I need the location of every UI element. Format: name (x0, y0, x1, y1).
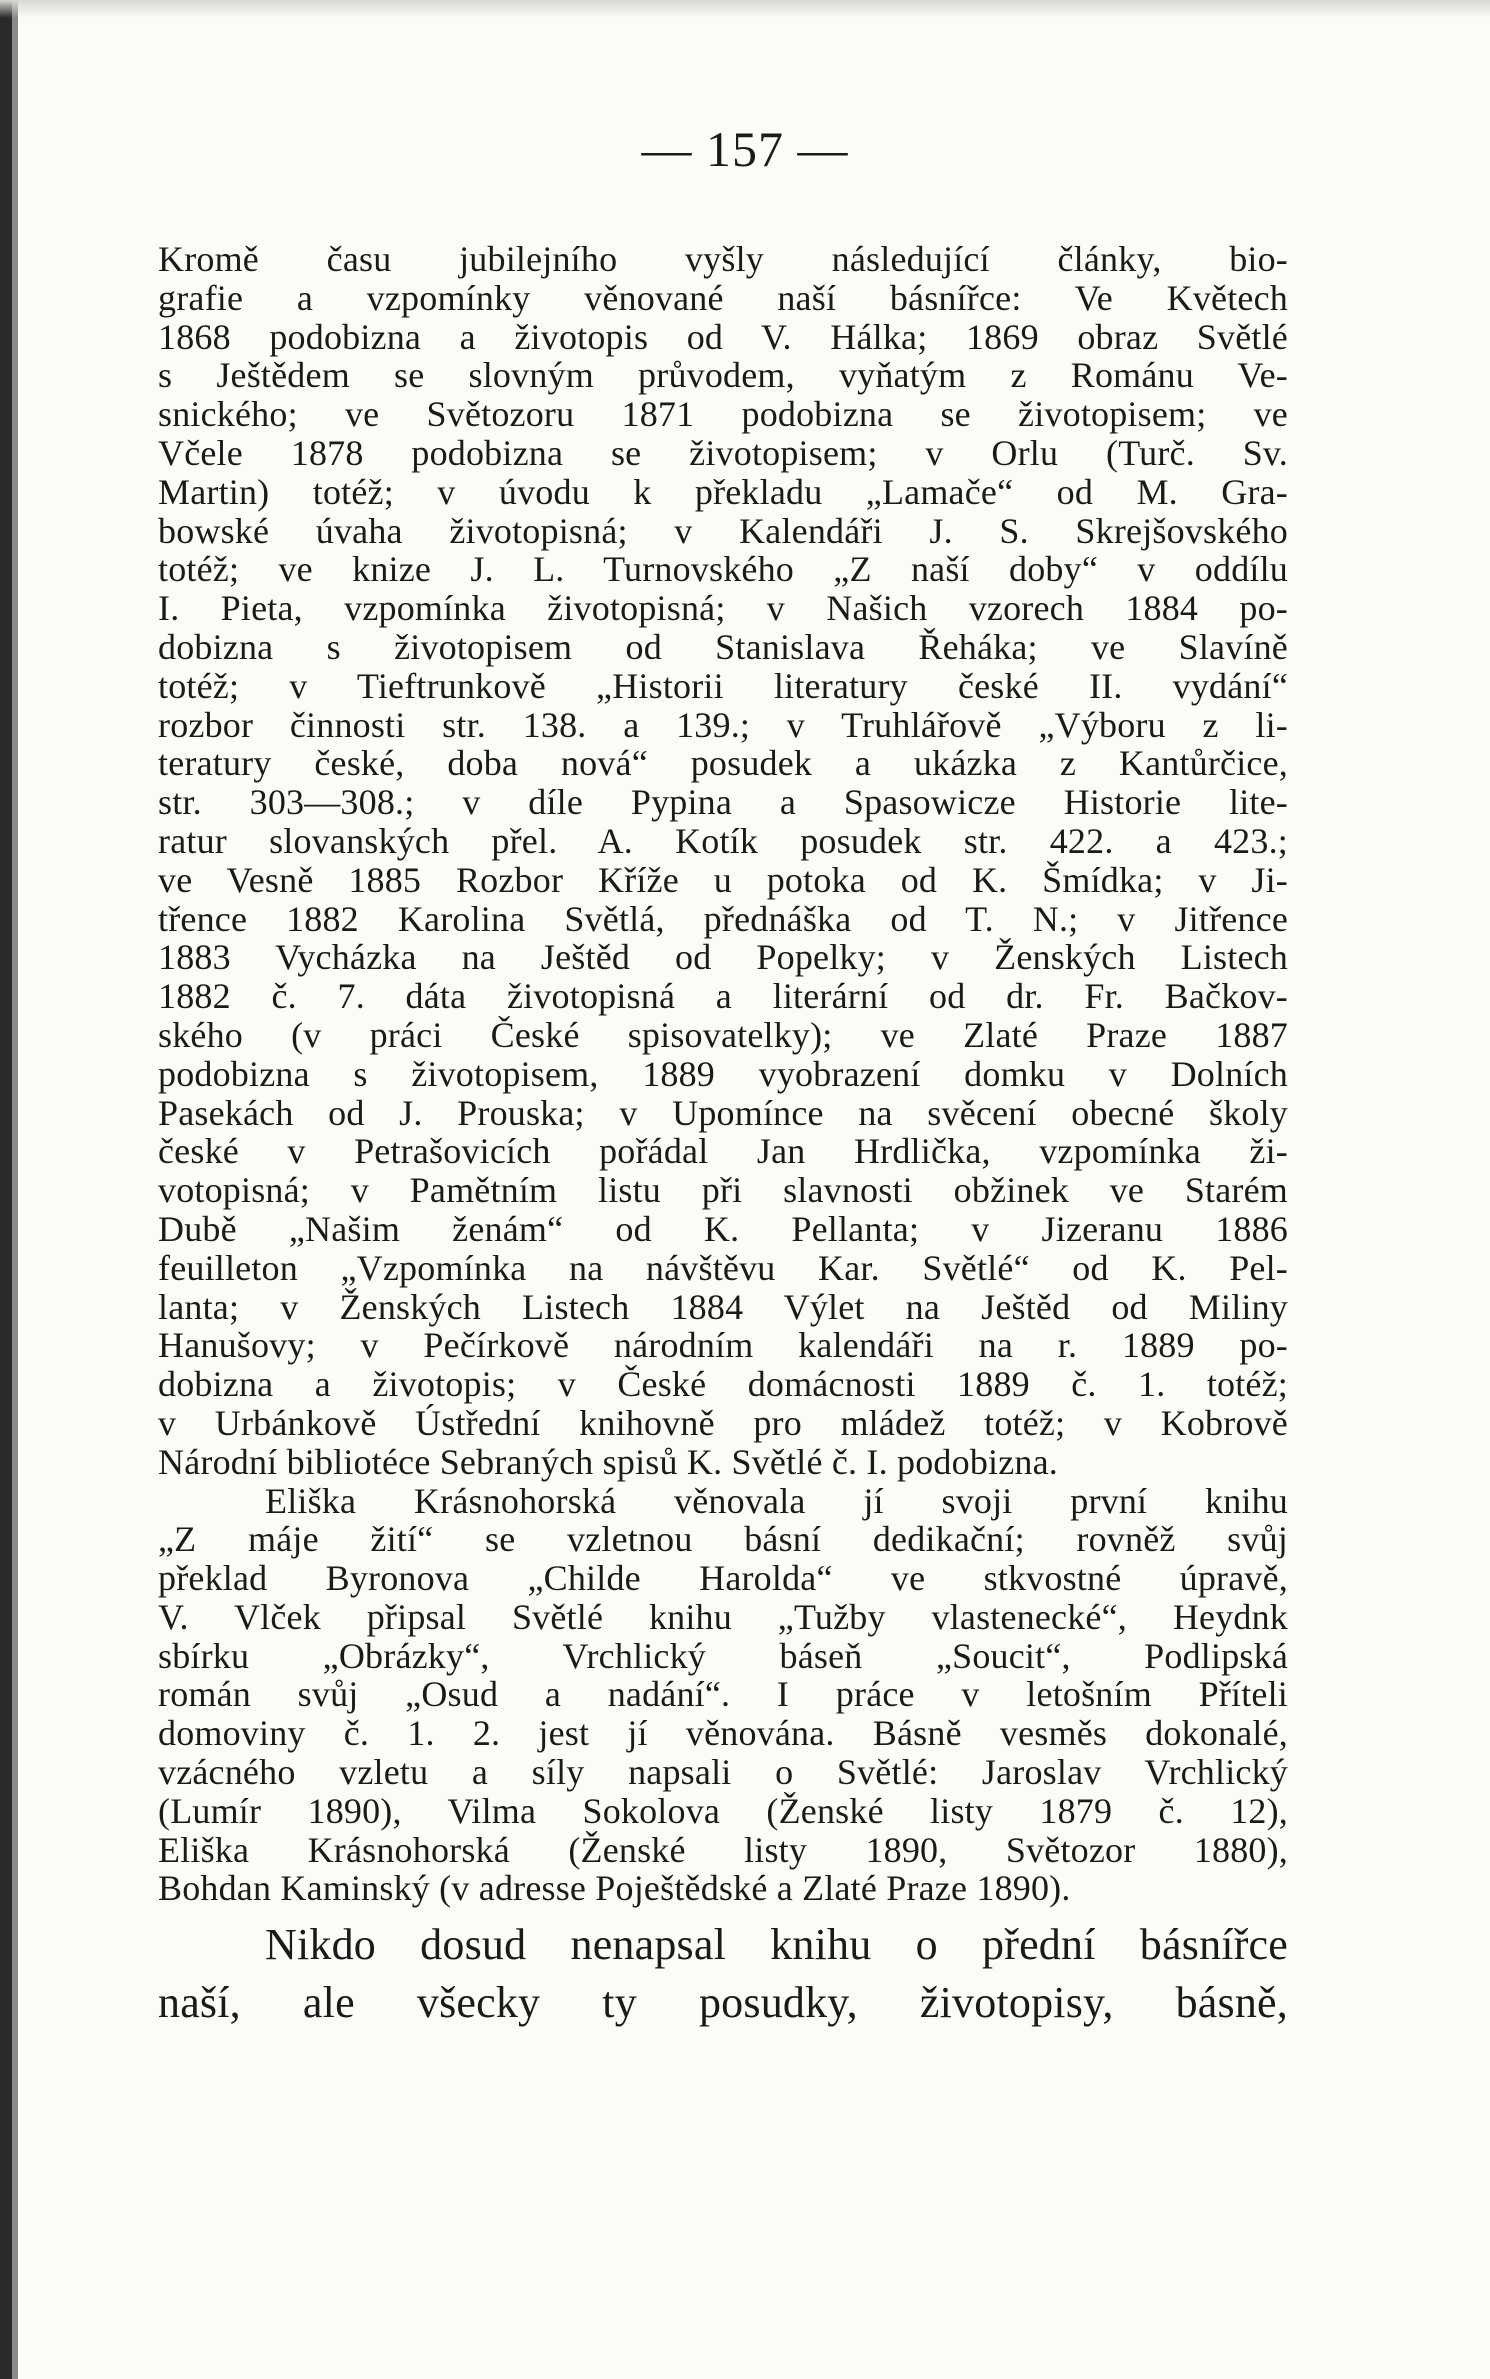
text-line: dobizna s životopisem od Stanislava Řeháka; ve Slavíně (158, 626, 1288, 667)
text-line: ského (v práci České spisovatelky); ve Zlaté Praze 1887 (158, 1014, 1288, 1055)
page-binding-edge (12, 0, 18, 2379)
text-line: dobizna a životopis; v České domácnosti 1889 č. 1. totéž; (158, 1364, 1288, 1405)
text-line: Pasekách od J. Prouska; v Upomínce na svěcení obecné školy (158, 1092, 1288, 1133)
text-line: vzácného vzletu a síly napsali o Světlé: Jaroslav Vrchlický (158, 1752, 1288, 1793)
text-line: Národní bibliotéce Sebraných spisů K. Světlé č. I. podobizna. (158, 1441, 1058, 1482)
text-line: (Lumír 1890), Vilma Sokolova (Ženské listy 1879 č. 12), (158, 1790, 1288, 1831)
text-line: Nikdo dosud nenapsal knihu o přední básnířce (265, 1920, 1288, 1970)
page-number: — 157 — (641, 121, 849, 177)
text-line: ratur slovanských přel. A. Kotík posudek str. 422. a 423.; (158, 820, 1288, 861)
text-line: překlad Byronova „Childe Harolda“ ve stkvostné úpravě, (158, 1558, 1288, 1599)
body-text (158, 240, 1288, 2030)
page-top-edge (0, 0, 1490, 18)
text-line: sbírku „Obrázky“, Vrchlický báseň „Soucit“, Podlipská (158, 1635, 1288, 1676)
text-line: Martin) totéž; v úvodu k překladu „Lamače“ od M. Gra- (158, 471, 1288, 512)
text-line: rozbor činnosti str. 138. a 139.; v Truhlářově „Výboru z li- (158, 704, 1288, 745)
text-line: Kromě času jubilejního vyšly následující články, bio- (158, 239, 1288, 279)
text-line: 1882 č. 7. dáta životopisná a literární od dr. Fr. Bačkov- (158, 976, 1288, 1017)
text-line: Bohdan Kaminský (v adresse Poještědské a Zlaté Praze 1890). (158, 1868, 1071, 1909)
text-line: Dubě „Našim ženám“ od K. Pellanta; v Jizeranu 1886 (158, 1208, 1288, 1249)
text-line: grafie a vzpomínky věnované naší básnířce: Ve Květech (158, 277, 1288, 318)
text-line: lanta; v Ženských Listech 1884 Výlet na Ještěd od Miliny (158, 1286, 1288, 1327)
text-line: s Ještědem se slovným průvodem, vyňatým z Románu Ve- (158, 355, 1288, 396)
text-line: domoviny č. 1. 2. jest jí věnována. Básně vesměs dokonalé, (158, 1713, 1288, 1754)
text-line: Hanušovy; v Pečírkově národním kalendáři na r. 1889 po- (158, 1325, 1288, 1366)
text-line: Včele 1878 podobizna se životopisem; v Orlu (Turč. Sv. (158, 432, 1288, 473)
page-binding-shadow (0, 0, 12, 2379)
text-line: třence 1882 Karolina Světlá, přednáška od T. N.; v Jitřence (158, 898, 1288, 939)
text-line: V. Vlček připsal Světlé knihu „Tužby vlastenecké“, Heydnk (158, 1596, 1288, 1637)
text-line: podobizna s životopisem, 1889 vyobrazení domku v Dolních (158, 1053, 1288, 1094)
text-line: snického; ve Světozoru 1871 podobizna se životopisem; ve (158, 394, 1288, 435)
text-line: v Urbánkově Ústřední knihovně pro mládež totéž; v Kobrově (158, 1402, 1288, 1443)
text-line: „Z máje žití“ se vzletnou básní dedikační; rovněž svůj (158, 1519, 1288, 1560)
text-line: str. 303—308.; v díle Pypina a Spasowicze Historie lite- (158, 782, 1288, 823)
text-line: Eliška Krásnohorská věnovala jí svoji první knihu (265, 1480, 1288, 1521)
text-line: české v Petrašovicích pořádal Jan Hrdlička, vzpomínka ži- (158, 1131, 1288, 1172)
text-line: 1868 podobizna a životopis od V. Hálka; 1869 obraz Světlé (158, 316, 1288, 357)
text-line: totéž; ve knize J. L. Turnovského „Z naší doby“ v oddílu (158, 549, 1288, 590)
text-line: totéž; v Tieftrunkově „Historii literatury české II. vydání“ (158, 665, 1288, 706)
text-line: 1883 Vycházka na Ještěd od Popelky; v Ženských Listech (158, 937, 1288, 978)
text-line: feuilleton „Vzpomínka na návštěvu Kar. Světlé“ od K. Pel- (158, 1247, 1288, 1288)
text-line: Eliška Krásnohorská (Ženské listy 1890, Světozor 1880), (158, 1829, 1288, 1870)
text-line: I. Pieta, vzpomínka životopisná; v Našich vzorech 1884 po- (158, 588, 1288, 629)
text-line: bowské úvaha životopisná; v Kalendáři J. S. Skrejšovského (158, 510, 1288, 551)
text-line: naší, ale všecky ty posudky, životopisy, básně, (158, 1978, 1288, 2028)
text-line: teratury české, doba nová“ posudek a ukázka z Kantůrčice, (158, 743, 1288, 784)
text-line: votopisná; v Pamětním listu při slavnosti obžinek ve Starém (158, 1170, 1288, 1211)
text-line: román svůj „Osud a nadání“. I práce v letošním Příteli (158, 1674, 1288, 1715)
text-line: ve Vesně 1885 Rozbor Kříže u potoka od K. Šmídka; v Ji- (158, 859, 1288, 900)
